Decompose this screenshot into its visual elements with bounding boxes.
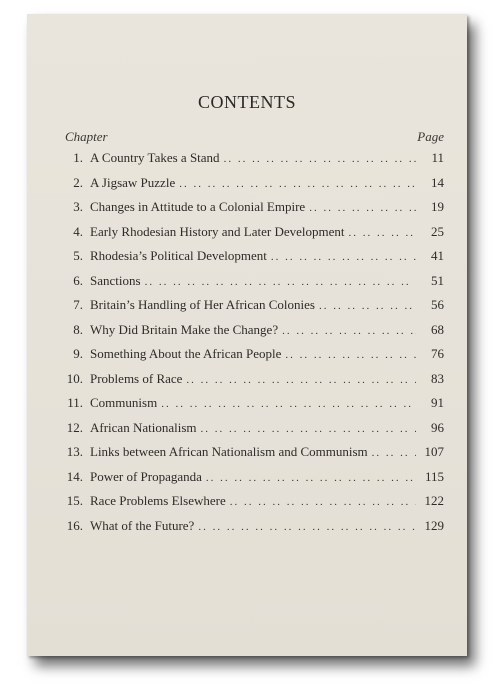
page-number: 76 <box>431 346 444 361</box>
chapter-number: 11. <box>67 395 83 410</box>
chapter-number: 10. <box>66 370 83 386</box>
toc-entry <box>62 444 444 469</box>
page-number: 115 <box>424 468 444 484</box>
toc-entry <box>62 346 444 371</box>
chapter-title: Problems of Race <box>90 370 183 386</box>
chapter-title: Sanctions <box>90 272 141 288</box>
page-number: 91 <box>431 395 444 410</box>
dot-leader <box>179 178 416 190</box>
toc-entry <box>62 224 444 249</box>
page-number: 11 <box>431 150 444 165</box>
toc-entry <box>62 395 444 420</box>
toc-entry <box>62 297 444 322</box>
chapter-title: A Jigsaw Puzzle <box>90 174 176 190</box>
page-number: 122 <box>424 493 444 508</box>
toc-entry <box>62 518 444 543</box>
chapter-title: Links between African Nationalism and Communism <box>90 444 368 459</box>
toc-entry <box>62 493 444 518</box>
toc-entry <box>62 322 444 347</box>
page-column-header: Page <box>417 129 444 144</box>
toc-entry <box>62 371 444 396</box>
dot-leader <box>349 227 416 239</box>
dot-leader <box>198 521 416 533</box>
chapter-title: What of the Future? <box>90 517 195 533</box>
book-page <box>27 14 467 656</box>
chapter-number: 13. <box>66 444 83 459</box>
chapter-number: 16. <box>66 517 83 533</box>
dot-leader <box>186 374 416 386</box>
dot-leader <box>271 251 416 263</box>
chapter-title: A Country Takes a Stand <box>90 150 220 165</box>
toc-entry <box>62 248 444 273</box>
toc-entry <box>62 469 444 494</box>
dot-leader <box>201 423 417 435</box>
page-number: 56 <box>431 297 444 312</box>
chapter-number: 15. <box>66 493 83 508</box>
dot-leader <box>282 325 416 337</box>
page-number: 96 <box>431 419 444 435</box>
page-number: 83 <box>431 370 444 386</box>
chapter-number: 3. <box>73 199 83 214</box>
chapter-number: 2. <box>73 174 83 190</box>
dot-leader <box>161 398 416 410</box>
page-number: 19 <box>431 199 444 214</box>
chapter-title: Power of Propaganda <box>90 468 202 484</box>
chapter-title: Britain’s Handling of Her African Colonies <box>90 297 315 312</box>
dot-leader <box>285 349 416 361</box>
chapter-number: 14. <box>66 468 83 484</box>
chapter-number: 1. <box>73 150 83 165</box>
chapter-title: Rhodesia’s Political Development <box>90 248 267 263</box>
chapter-title: Race Problems Elsewhere <box>90 493 226 508</box>
chapter-title: Early Rhodesian History and Later Development <box>90 223 345 239</box>
dot-leader <box>224 153 416 165</box>
chapter-number: 7. <box>73 297 83 312</box>
toc-entry <box>62 175 444 200</box>
toc-entry <box>62 273 444 298</box>
page-number: 68 <box>431 321 444 337</box>
toc-entry <box>62 420 444 445</box>
dot-leader <box>230 496 416 508</box>
table-of-contents <box>62 150 444 542</box>
page-number: 14 <box>431 174 444 190</box>
chapter-column-header: Chapter <box>65 129 108 144</box>
chapter-number: 5. <box>73 248 83 263</box>
chapter-number: 6. <box>73 272 83 288</box>
chapter-title: Changes in Attitude to a Colonial Empire <box>90 199 306 214</box>
chapter-number: 4. <box>73 223 83 239</box>
dot-leader <box>372 447 416 459</box>
page-number: 107 <box>424 444 444 459</box>
page-number: 41 <box>431 248 444 263</box>
chapter-title: African Nationalism <box>90 419 197 435</box>
toc-entry <box>62 150 444 175</box>
dot-leader <box>145 276 416 288</box>
contents-title: CONTENTS <box>198 92 296 112</box>
chapter-number: 9. <box>73 346 83 361</box>
chapter-number: 12. <box>66 419 83 435</box>
chapter-title: Why Did Britain Make the Change? <box>90 321 279 337</box>
page-number: 129 <box>424 517 444 533</box>
page-number: 51 <box>431 272 444 288</box>
chapter-title: Something About the African People <box>90 346 282 361</box>
chapter-title: Communism <box>90 395 158 410</box>
toc-entry <box>62 199 444 224</box>
dot-leader <box>319 300 416 312</box>
dot-leader <box>206 472 416 484</box>
dot-leader <box>309 202 416 214</box>
page-number: 25 <box>431 223 444 239</box>
chapter-number: 8. <box>73 321 83 337</box>
